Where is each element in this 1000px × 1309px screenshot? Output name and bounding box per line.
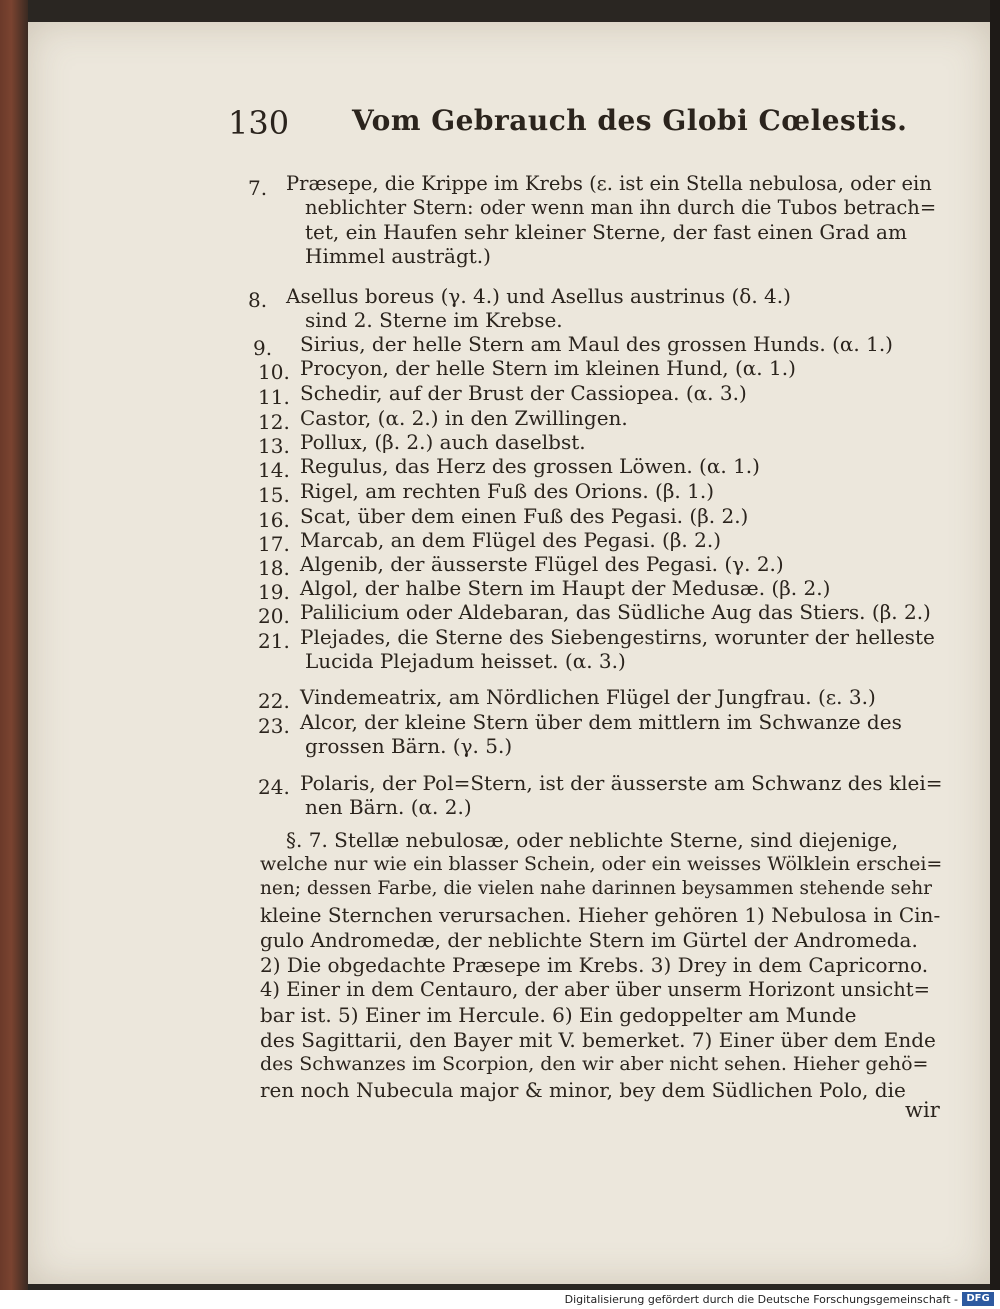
paragraph-line: §. 7. Stellæ nebulosæ, oder neblichte Sterne, sind diejenige, bbox=[286, 828, 899, 852]
entry-number: 13. bbox=[258, 434, 290, 458]
footer-credit: Digitalisierung gefördert durch die Deutsche Forschungsgemeinschaft - bbox=[564, 1293, 958, 1306]
entry-number: 14. bbox=[258, 458, 290, 482]
entry-line: Castor, (α. 2.) in den Zwillingen. bbox=[300, 406, 628, 430]
entry-number: 11. bbox=[258, 385, 290, 409]
paragraph-line: ren noch Nubecula major & minor, bey dem Südlichen Polo, die bbox=[260, 1078, 906, 1102]
entry-number: 7. bbox=[248, 176, 268, 200]
entry-line: Asellus boreus (γ. 4.) und Asellus austrinus (δ. 4.) bbox=[286, 284, 791, 308]
book-edge-left bbox=[0, 0, 28, 1290]
paragraph-line: des Sagittarii, den Bayer mit V. bemerket. 7) Einer über dem Ende bbox=[260, 1028, 936, 1052]
entry-line: tet, ein Haufen sehr kleiner Sterne, der fast einen Grad am bbox=[305, 220, 907, 244]
entry-number: 10. bbox=[258, 360, 290, 384]
entry-number: 19. bbox=[258, 580, 290, 604]
entry-line: Sirius, der helle Stern am Maul des grossen Hunds. (α. 1.) bbox=[300, 332, 893, 356]
entry-line: Præsepe, die Krippe im Krebs (ε. ist ein Stella nebulosa, oder ein bbox=[286, 172, 932, 195]
entry-line: nen Bärn. (α. 2.) bbox=[305, 795, 472, 819]
entry-number: 18. bbox=[258, 556, 290, 580]
entry-line: Plejades, die Sterne des Siebengestirns, worunter der helleste bbox=[300, 625, 935, 649]
entry-line: Palilicium oder Aldebaran, das Südliche Aug das Stiers. (β. 2.) bbox=[300, 600, 931, 624]
paragraph-line: gulo Andromedæ, der neblichte Stern im Gürtel der Andromeda. bbox=[260, 928, 918, 952]
dfg-logo: DFG bbox=[962, 1292, 994, 1306]
entry-number: 15. bbox=[258, 483, 290, 507]
entry-number: 21. bbox=[258, 629, 290, 653]
entry-line: Scat, über dem einen Fuß des Pegasi. (β. 2.) bbox=[300, 504, 749, 528]
entry-number: 9. bbox=[253, 336, 273, 360]
entry-number: 16. bbox=[258, 508, 290, 532]
entry-line: Algol, der halbe Stern im Haupt der Medusæ. (β. 2.) bbox=[300, 576, 831, 600]
entry-number: 23. bbox=[258, 714, 290, 738]
paragraph-line: 2) Die obgedachte Præsepe im Krebs. 3) Drey in dem Capricorno. bbox=[260, 953, 929, 977]
entry-line: Himmel austrägt.) bbox=[305, 244, 491, 268]
entry-line: grossen Bärn. (γ. 5.) bbox=[305, 734, 513, 758]
paragraph-line: kleine Sternchen verursachen. Hieher gehören 1) Nebulosa in Cin- bbox=[260, 903, 941, 927]
entry-number: 24. bbox=[258, 775, 290, 799]
entry-line: Pollux, (β. 2.) auch daselbst. bbox=[300, 430, 586, 454]
catchword: wir bbox=[905, 1098, 940, 1122]
paragraph-line: des Schwanzes im Scorpion, den wir aber nicht sehen. Hieher gehö= bbox=[260, 1053, 929, 1075]
paragraph-line: 4) Einer in dem Centauro, der aber über unserm Horizont unsicht= bbox=[260, 978, 930, 1001]
entry-line: Marcab, an dem Flügel des Pegasi. (β. 2.) bbox=[300, 528, 721, 552]
entry-line: sind 2. Sterne im Krebse. bbox=[305, 308, 563, 332]
paragraph-line: bar ist. 5) Einer im Hercule. 6) Ein gedoppelter am Munde bbox=[260, 1003, 857, 1027]
entry-line: Procyon, der helle Stern im kleinen Hund, (α. 1.) bbox=[300, 356, 796, 380]
entry-line: Alcor, der kleine Stern über dem mittlern im Schwanze des bbox=[300, 710, 902, 734]
entry-line: Lucida Plejadum heisset. (α. 3.) bbox=[305, 649, 626, 673]
entry-number: 22. bbox=[258, 689, 290, 713]
entry-number: 8. bbox=[248, 288, 268, 312]
paragraph-line: welche nur wie ein blasser Schein, oder ein weisses Wölklein erschei= bbox=[260, 853, 943, 875]
entry-line: Schedir, auf der Brust der Cassiopea. (α. 3.) bbox=[300, 381, 747, 405]
entry-line: Polaris, der Pol=Stern, ist der äusserste am Schwanz des klei= bbox=[300, 771, 943, 795]
running-title: Vom Gebrauch des Globi Cœlestis. bbox=[352, 104, 908, 137]
entry-line: Rigel, am rechten Fuß des Orions. (β. 1.) bbox=[300, 479, 714, 503]
entry-number: 12. bbox=[258, 410, 290, 434]
paragraph-line: nen; dessen Farbe, die vielen nahe darinnen beysammen stehende sehr bbox=[260, 878, 932, 899]
entry-line: Vindemeatrix, am Nördlichen Flügel der Jungfrau. (ε. 3.) bbox=[300, 685, 876, 709]
book-edge-right bbox=[990, 0, 1000, 1290]
entry-line: neblichter Stern: oder wenn man ihn durch die Tubos betrach= bbox=[305, 196, 937, 219]
entry-line: Algenib, der äusserste Flügel des Pegasi. (γ. 2.) bbox=[300, 552, 784, 576]
page-number: 130 bbox=[228, 104, 290, 142]
entry-number: 20. bbox=[258, 604, 290, 628]
entry-line: Regulus, das Herz des grossen Löwen. (α. 1.) bbox=[300, 454, 760, 478]
entry-number: 17. bbox=[258, 532, 290, 556]
